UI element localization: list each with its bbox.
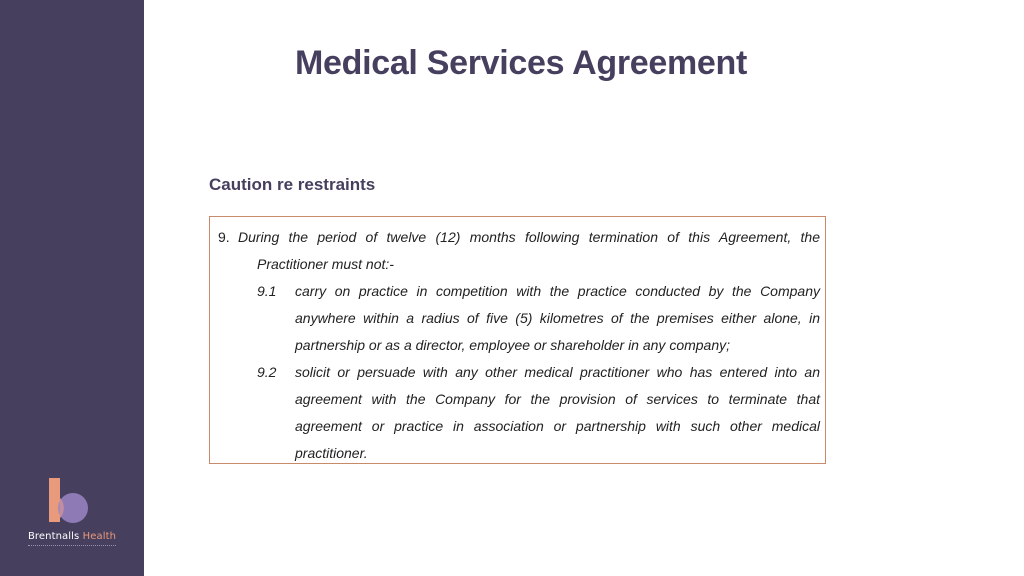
clause-intro-line-2: Practitioner must not:- [257,256,394,272]
clause-intro-line-1: During the period of twelve (12) months following termination of this Agreement, the [238,229,820,245]
item-9-2-line-1: solicit or persuade with any other medical practitioner who has entered into an [295,364,820,380]
brand-tagline-rule [28,545,116,548]
item-9-1-line-1: carry on practice in competition with the practice conducted by the Company [295,283,820,299]
item-9-2-line-3: agreement or practice in association or partnership with such other medical [295,418,820,434]
item-9-2-line-2: agreement with the Company for the provision of services to terminate that [295,391,820,407]
item-9-1-line-3: partnership or as a director, employee or shareholder in any company; [295,337,731,353]
item-9-1-number: 9.1 [257,283,277,299]
item-9-2-line-4: practitioner. [295,445,368,461]
item-9-1-line-2: anywhere within a radius of five (5) kilometres of the premises either alone, in [295,310,820,326]
item-9-2-number: 9.2 [257,364,277,380]
brand-name [0,531,144,542]
page-title: Medical Services Agreement [294,44,748,82]
brand-name-part1: Brentnalls [27,531,80,542]
section-heading: Caution re restraints [209,175,376,194]
clause-number: 9. [218,229,230,245]
sidebar [0,0,144,576]
clause-box [209,216,826,464]
brand-name-part2: Health [82,531,117,542]
brand-logo-icon [48,476,92,526]
